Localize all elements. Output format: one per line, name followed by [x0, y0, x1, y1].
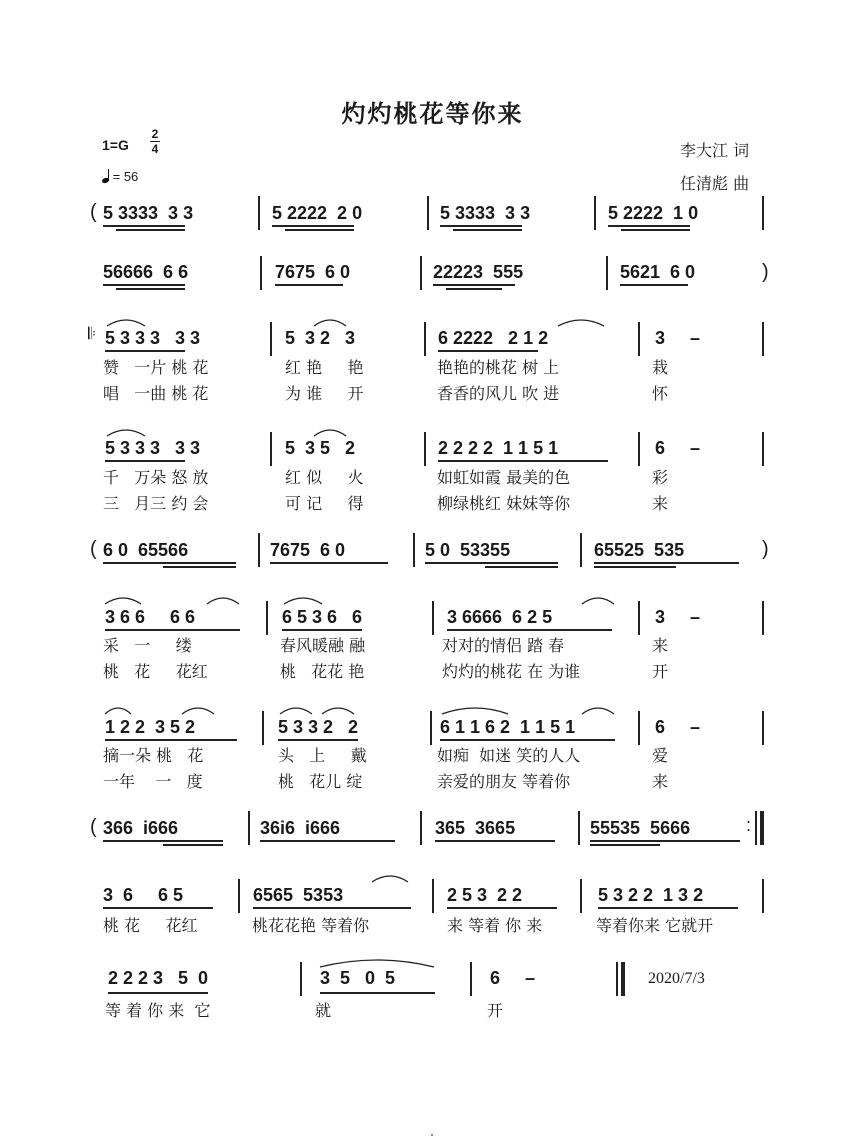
lyric-text: 艳艳的桃花 树 上 — [437, 358, 560, 377]
slur — [105, 426, 147, 438]
beam-line — [278, 739, 358, 741]
barline — [258, 196, 260, 230]
lyric-text: 一年 一 度 — [103, 772, 203, 791]
repeat-paren-close: ) — [762, 538, 769, 560]
lyric-text: 来 — [652, 494, 669, 513]
beam-line — [438, 350, 538, 352]
measure-notes: 3 – — [655, 607, 701, 627]
barline — [580, 879, 582, 913]
measure-notes: 2 2 2 2 1 1 5 1 — [438, 438, 559, 458]
measure-notes: 6 – — [655, 717, 701, 737]
barline — [606, 256, 608, 290]
barline — [427, 196, 429, 230]
measure-notes: 3 6 6 5 — [103, 885, 184, 905]
lyric-text: 开 — [652, 662, 669, 681]
barline — [594, 196, 596, 230]
tempo-marking — [102, 169, 138, 184]
lyric-text: 红 似 火 — [285, 468, 364, 487]
lyric-text: 唱 一曲 桃 花 — [103, 384, 209, 403]
beam-line — [103, 907, 213, 909]
lyricist-credit: 李大江 词 — [680, 141, 750, 160]
measure-notes: 5 2222 1 0 — [608, 203, 699, 223]
final-barline — [621, 962, 625, 996]
beam-line — [163, 844, 223, 846]
beam-line — [435, 840, 555, 842]
lyric-text: 等 着 你 来 它 — [105, 1001, 211, 1020]
barline — [432, 879, 434, 913]
lyric-text: 来 — [652, 772, 669, 791]
slur — [180, 704, 216, 716]
repeat-paren-open: ( — [90, 816, 97, 838]
measure-notes: 1 2 2 3 5 2 — [105, 717, 196, 737]
time-signature-top: 2 — [151, 127, 159, 141]
repeat-paren-open: ( — [90, 538, 97, 560]
beam-line — [108, 992, 208, 994]
beam-line — [453, 229, 522, 231]
barline — [580, 533, 582, 567]
lyric-text: 如虹如霞 最美的色 — [437, 468, 571, 487]
slur — [205, 594, 241, 606]
lyric-text: 桃 花儿 绽 — [278, 772, 363, 791]
beam-line — [446, 288, 502, 290]
beam-line — [116, 288, 185, 290]
slur — [312, 426, 348, 438]
slur — [103, 594, 143, 606]
lyric-text: 摘一朵 桃 花 — [103, 746, 204, 765]
beam-line — [105, 629, 240, 631]
song-title: 灼灼桃花等你来 — [341, 100, 524, 128]
barline — [266, 601, 268, 635]
page-dot — [431, 1134, 433, 1136]
measure-notes: 56666 6 6 — [103, 262, 189, 282]
final-barline — [760, 811, 764, 845]
barline — [413, 533, 415, 567]
beam-line — [447, 629, 612, 631]
lyric-text: 千 万朵 怒 放 — [103, 468, 209, 487]
barline — [762, 196, 764, 230]
beam-line — [260, 840, 395, 842]
beam-line — [594, 562, 739, 564]
lyric-text: 如痴 如迷 笑的人人 — [437, 746, 581, 765]
beam-line — [103, 840, 223, 842]
lyric-text: 为 谁 开 — [285, 384, 364, 403]
barline — [638, 601, 640, 635]
barline — [238, 879, 240, 913]
lyric-text: 怀 — [652, 384, 669, 403]
beam-line — [285, 229, 354, 231]
barline — [762, 601, 764, 635]
beam-line — [433, 284, 515, 286]
measure-notes: 5 3 3 3 3 3 — [105, 438, 201, 458]
barline — [258, 533, 260, 567]
measure-notes: 2 5 3 2 2 — [447, 885, 523, 905]
measure-notes: 6 5 3 6 6 — [282, 607, 363, 627]
composer-credit: 任清彪 曲 — [680, 174, 750, 193]
lyric-text: 亲爱的朋友 等着你 — [437, 772, 571, 791]
measure-notes: 5 2222 2 0 — [272, 203, 363, 223]
measure-notes: 2 2 2 3 5 0 — [108, 968, 209, 988]
barline — [638, 711, 640, 745]
slur — [105, 316, 147, 328]
lyric-text: 头 上 戴 — [278, 746, 367, 765]
repeat-start-sign: 𝄆 — [88, 326, 96, 343]
barline — [270, 432, 272, 466]
measure-notes: 5 3 2 3 — [285, 328, 356, 348]
beam-line — [608, 225, 690, 227]
quarter-note-icon — [102, 169, 109, 184]
slur — [282, 594, 324, 606]
measure-notes: 6 0 65566 — [103, 540, 189, 560]
barline — [430, 711, 432, 745]
beam-line — [105, 739, 237, 741]
measure-notes: 6 1 1 6 2 1 1 5 1 — [440, 717, 576, 737]
lyric-text: 来 — [652, 636, 669, 655]
time-signature — [148, 127, 162, 156]
barline — [424, 432, 426, 466]
barline — [300, 962, 302, 996]
slur — [580, 704, 616, 716]
beam-line — [598, 907, 738, 909]
lyric-text: 对对的情侣 踏 春 — [442, 636, 565, 655]
measure-notes: 5 3333 3 3 — [103, 203, 194, 223]
measure-notes: 5621 6 0 — [620, 262, 696, 282]
slur — [580, 594, 616, 606]
measure-notes: 7675 6 0 — [275, 262, 351, 282]
lyric-text: 采 一 缕 — [103, 636, 192, 655]
barline — [762, 711, 764, 745]
beam-line — [620, 284, 688, 286]
lyric-text: 灼灼的桃花 在 为谁 — [442, 662, 581, 681]
measure-notes: 366 i666 — [103, 818, 179, 838]
barline — [762, 322, 764, 356]
beam-line — [447, 907, 557, 909]
measure-notes: 5 3333 3 3 — [440, 203, 531, 223]
lyric-text: 等着你来 它就开 — [596, 916, 714, 935]
beam-line — [621, 229, 690, 231]
measure-notes: 65525 535 — [594, 540, 685, 560]
beam-line — [440, 225, 522, 227]
measure-notes: 5 3 2 2 1 3 2 — [598, 885, 704, 905]
measure-notes: 3 – — [655, 328, 701, 348]
barline — [470, 962, 472, 996]
measure-notes: 55535 5666 — [590, 818, 691, 838]
barline — [762, 879, 764, 913]
lyric-text: 柳绿桃红 妹妹等你 — [437, 494, 571, 513]
measure-notes: 36i6 i666 — [260, 818, 341, 838]
lyric-text: 可 记 得 — [285, 494, 364, 513]
measure-notes: 365 3665 — [435, 818, 516, 838]
beam-line — [163, 566, 236, 568]
measure-notes: 7675 6 0 — [270, 540, 346, 560]
beam-line — [275, 284, 343, 286]
beam-line — [438, 460, 608, 462]
beam-line — [103, 562, 236, 564]
beam-line — [103, 225, 185, 227]
lyric-text: 爱 — [652, 746, 669, 765]
lyric-text: 开 — [487, 1001, 504, 1020]
measure-notes: 5 0 53355 — [425, 540, 511, 560]
barline — [762, 432, 764, 466]
lyric-text: 春风暖融 融 — [280, 636, 366, 655]
lyric-text: 彩 — [652, 468, 669, 487]
repeat-paren-close: ) — [762, 261, 769, 283]
measure-notes: 5 3 3 3 3 3 — [105, 328, 201, 348]
measure-notes: 5 3 3 2 2 — [278, 717, 359, 737]
barline — [616, 962, 618, 996]
lyric-text: 赞 一片 桃 花 — [103, 358, 209, 377]
beam-line — [594, 566, 676, 568]
tempo-value: = 56 — [112, 169, 139, 184]
beam-line — [425, 562, 558, 564]
measure-notes: 3 6 6 6 6 — [105, 607, 196, 627]
barline — [260, 256, 262, 290]
repeat-paren-open: ( — [90, 201, 97, 223]
lyric-text: 桃 花 花红 — [103, 916, 198, 935]
measure-notes: 6 – — [655, 438, 701, 458]
slur — [318, 957, 436, 969]
beam-line — [105, 460, 185, 462]
lyric-text: 桃 花 花红 — [103, 662, 208, 681]
slur — [312, 316, 348, 328]
barline — [638, 322, 640, 356]
beam-line — [103, 284, 185, 286]
beam-line — [116, 229, 185, 231]
slur — [278, 704, 314, 716]
measure-notes: 6565 5353 — [253, 885, 344, 905]
measure-notes: 5 3 5 2 — [285, 438, 356, 458]
lyric-text: 香香的风儿 吹 进 — [437, 384, 560, 403]
lyric-text: 桃 花花 艳 — [280, 662, 365, 681]
slur — [556, 316, 606, 328]
beam-line — [440, 739, 615, 741]
slur — [320, 704, 356, 716]
beam-line — [272, 225, 354, 227]
lyric-text: 栽 — [652, 358, 669, 377]
slur — [440, 704, 510, 716]
date-stamp: 2020/7/3 — [648, 970, 705, 987]
beam-line — [282, 629, 362, 631]
barline — [270, 322, 272, 356]
beam-line — [270, 562, 388, 564]
measure-notes: 22223 555 — [433, 262, 524, 282]
measure-notes: 3 6666 6 2 5 — [447, 607, 553, 627]
beam-line — [105, 350, 185, 352]
lyric-text: 红 艳 艳 — [285, 358, 364, 377]
beam-line — [590, 840, 740, 842]
barline — [420, 256, 422, 290]
barline — [420, 811, 422, 845]
repeat-end-sign: : — [746, 815, 752, 835]
barline — [262, 711, 264, 745]
measure-notes: 3 5 0 5 — [320, 968, 396, 988]
barline — [578, 811, 580, 845]
time-signature-bottom: 4 — [151, 142, 159, 156]
lyric-text: 桃花花艳 等着你 — [252, 916, 370, 935]
beam-line — [485, 566, 558, 568]
barline — [638, 432, 640, 466]
key-signature: 1=G — [102, 137, 129, 153]
beam-line — [590, 844, 660, 846]
barline — [248, 811, 250, 845]
lyric-text: 三 月三 约 会 — [103, 494, 209, 513]
barline — [432, 601, 434, 635]
measure-notes: 6 2222 2 1 2 — [438, 328, 549, 348]
barline — [755, 811, 757, 845]
barline — [424, 322, 426, 356]
slur — [103, 704, 133, 716]
lyric-text: 来 等着 你 来 — [447, 916, 543, 935]
slur — [370, 872, 410, 884]
beam-line — [253, 907, 411, 909]
lyric-text: 就 — [315, 1001, 332, 1020]
beam-line — [320, 992, 435, 994]
measure-notes: 6 – — [490, 968, 536, 988]
